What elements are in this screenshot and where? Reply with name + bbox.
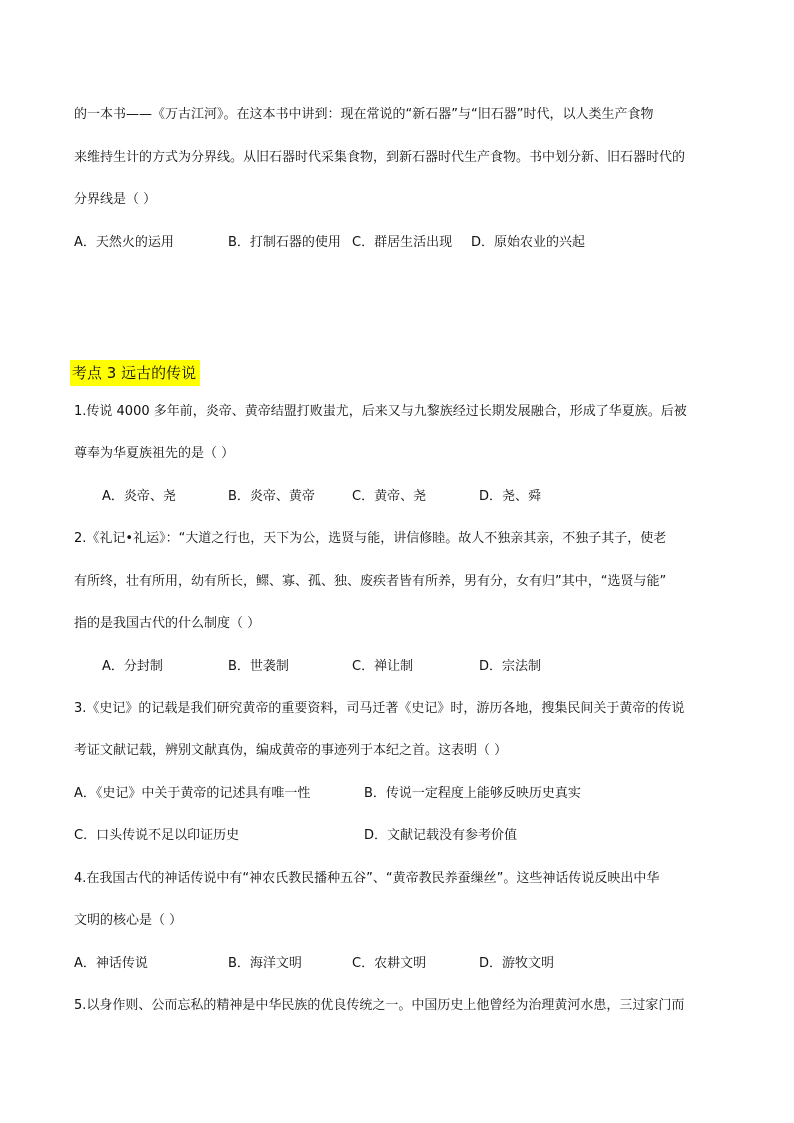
q2-option-c: C．禅让制: [352, 659, 414, 674]
q3-line-1: 3.《史记》的记载是我们研究黄帝的重要资料，司马迁著《史记》时，游历各地，搜集民间关于黄帝的传说: [74, 701, 685, 716]
q5-line-1: 5.以身作则、公而忘私的精神是中华民族的优良传统之一。中国历史上他曾经为治理黄河水患，三过家门而: [74, 998, 685, 1013]
prev-question-line-1: 的一本书——《万古江河》。在这本书中讲到：现在常说的“新石器”与“旧石器”时代，以人类生产食物: [74, 107, 654, 122]
q1-option-a: A．炎帝、尧: [102, 489, 176, 504]
prev-option-d: D．原始农业的兴起: [471, 235, 586, 250]
prev-option-a: A．天然火的运用: [74, 235, 174, 250]
q2-option-d: D．宗法制: [479, 659, 542, 674]
q4-option-d: D．游牧文明: [479, 956, 555, 971]
q2-line-3: 指的是我国古代的什么制度（ ）: [74, 616, 261, 631]
section-heading: 考点 3 远古的传说: [70, 360, 200, 386]
q2-line-1: 2.《礼记•礼运》：“大道之行也，天下为公，选贤与能，讲信修睦。故人不独亲其亲，不独子其子，使老: [74, 531, 667, 546]
q4-option-a: A．神话传说: [74, 956, 148, 971]
q1-line-2: 尊奉为华夏族祖先的是（ ）: [74, 446, 235, 461]
q1-option-b: B．炎帝、黄帝: [228, 489, 315, 504]
prev-option-c: C．群居生活出现: [352, 235, 453, 250]
q2-option-a: A．分封制: [102, 659, 163, 674]
prev-option-b: B．打制石器的使用: [228, 235, 341, 250]
q3-option-d: D．文献记载没有参考价值: [364, 828, 518, 843]
q3-option-b: B．传说一定程度上能够反映历史真实: [364, 786, 581, 801]
q3-option-a: A．《史记》中关于黄帝的记述具有唯一性: [74, 786, 311, 801]
q1-option-c: C．黄帝、尧: [352, 489, 427, 504]
q3-option-c: C．口头传说不足以印证历史: [74, 828, 240, 843]
q1-option-d: D．尧、舜: [479, 489, 542, 504]
prev-question-line-2: 来维持生计的方式为分界线。从旧石器时代采集食物，到新石器时代生产食物。书中划分新、旧石器时代的: [74, 150, 686, 165]
q1-line-1: 1.传说 4000 多年前，炎帝、黄帝结盟打败蚩尤，后来又与九黎族经过长期发展融合，形成了华夏族。后被: [74, 404, 687, 419]
q4-option-c: C．农耕文明: [352, 956, 427, 971]
q2-line-2: 有所终，壮有所用，幼有所长，鳏、寡、孤、独、废疾者皆有所养，男有分，女有归”其中，“选贤与能”: [74, 574, 667, 589]
q3-line-2: 考证文献记载，辨别文献真伪，编成黄帝的事迹列于本纪之首。这表明（ ）: [74, 743, 508, 758]
q4-line-1: 4.在我国古代的神话传说中有“神农氏教民播种五谷”、“黄帝教民养蚕缫丝”。这些神话传说反映出中华: [74, 871, 660, 886]
prev-question-line-3: 分界线是（ ）: [74, 192, 157, 207]
q2-option-b: B．世袭制: [228, 659, 289, 674]
q4-option-b: B．海洋文明: [228, 956, 302, 971]
q4-line-2: 文明的核心是（ ）: [74, 913, 183, 928]
